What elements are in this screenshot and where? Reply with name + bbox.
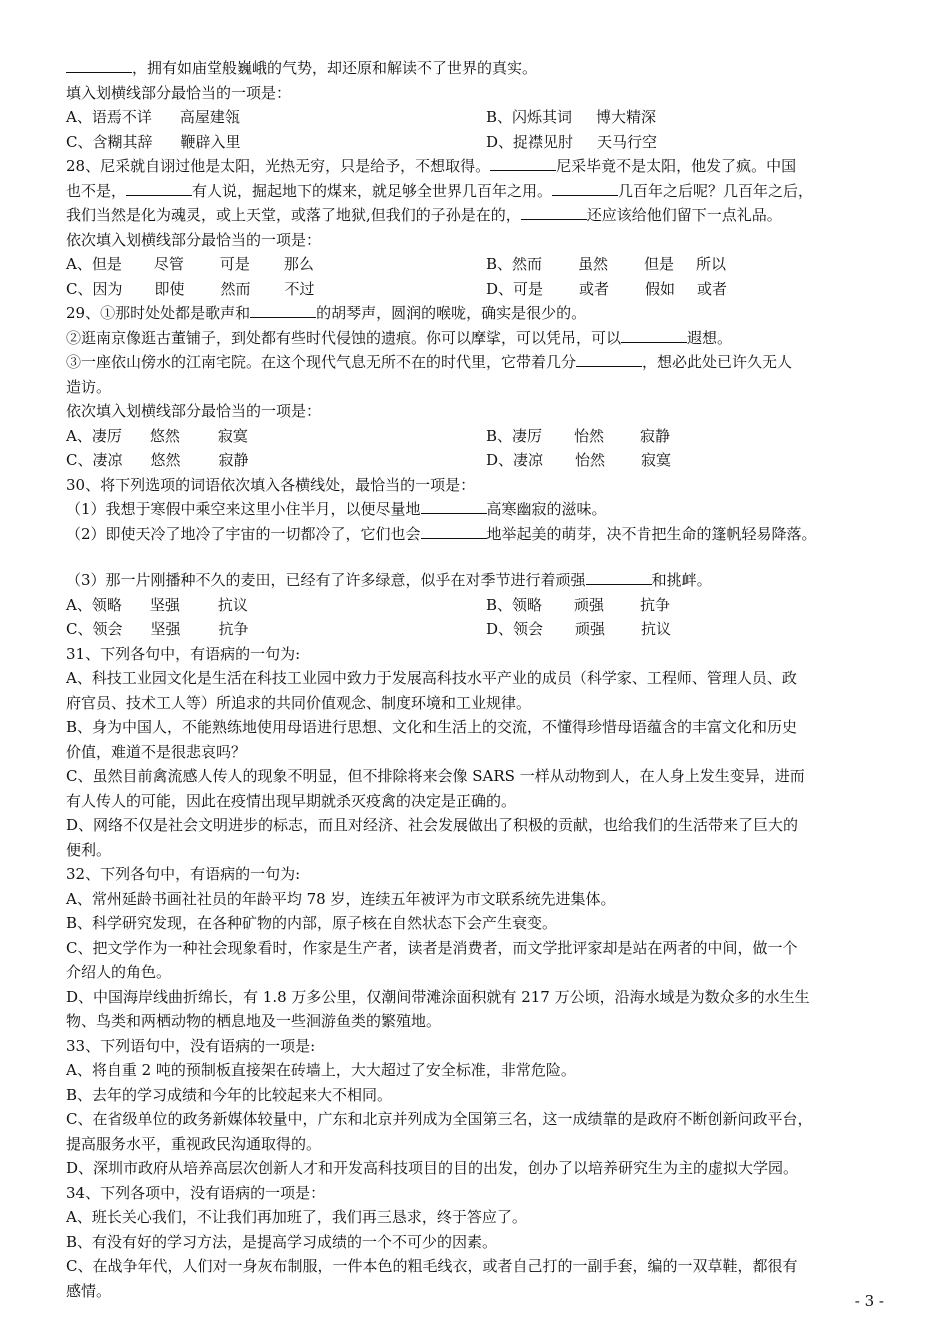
q31-option-b-cont: 价值，难道不是很悲哀吗？ [66,742,247,761]
option-c: C、领会 坚强 抗争 [66,620,249,638]
q33-option-c: C、在省级单位的政务新媒体较量中，广东和北京并列成为全国第三名，这一成绩靠的是政府不断创新问政平台， [66,1110,813,1128]
options-row [66,424,898,449]
spacer [66,546,898,568]
option-d: D、凄凉 怡然 寂寞 [486,451,672,469]
fill-blank [490,156,556,171]
q33-option-d: D、深圳市政府从培养高层次创新人才和开发高科技项目的目的出发，创办了以培养研究生为主的虚拟大学园。 [66,1159,799,1177]
option-c: C、因为 即使 然而 不过 [66,279,315,298]
q31-option-d: D、网络不仅是社会文明进步的标志，而且对经济、社会发展做出了积极的贡献，也给我们的生活带来了巨大的 [66,816,799,834]
fill-blank [421,499,487,514]
q31-option-a-cont: 府官员、技术工人等）所追求的共同价值观念、制度环境和工业规律。 [66,693,532,712]
option-a: A、领略 坚强 抗议 [66,595,248,614]
q33-option-b: B、去年的学习成绩和今年的比较起来大不相同。 [66,1085,393,1104]
fill-blank [552,181,618,196]
intro-prompt: 填入划横线部分最恰当的一项是： [66,83,292,102]
option-a: A、语焉不详 高屋建瓴 [66,108,240,126]
q29-sentence3: ③一座依山傍水的江南宅院。在这个现代气息无所不在的时代里，它带着几分 ，想必此处已许久无人 [66,353,793,371]
option-b: B、闪烁其词 博大精深 [486,108,657,126]
options-row [66,105,898,130]
q29-sentence3-cont: 造访。 [66,377,112,396]
q32-stem: 32、下列各句中，有语病的一句为: [66,865,301,883]
q34-stem: 34、下列各项中，没有语病的一项是： [66,1183,326,1202]
fill-blank [576,352,642,367]
q32-option-c-cont: 介绍人的角色。 [66,963,172,981]
q31-option-a: A、科技工业园文化是生活在科技工业园中致力于发展高科技水平产业的成员（科学家、工程师、管理人员、政 [66,669,797,687]
option-c: C、含糊其辞 鞭辟入里 [66,132,241,151]
fill-blank [126,181,192,196]
fill-blank [66,58,132,73]
option-b: B、凄厉 怡然 寂静 [486,426,671,445]
q32-option-d: D、中国海岸线曲折绵长，有 1.8 万多公里，仅潮间带滩涂面积就有 217 万公顷，沿海水域是为数众多的水生生 [66,987,810,1006]
q31-option-d-cont: 便利。 [66,840,112,859]
page-number: - 3 - [854,1292,884,1310]
q31-stem: 31、下列各句中，有语病的一句为: [66,644,301,663]
option-c: C、凄凉 悠然 寂静 [66,451,249,469]
fill-blank [521,205,587,220]
options-row [66,252,898,277]
q30-sentence3: （3）那一片刚播种不久的麦田，已经有了许多绿意，似乎在对季节进行着顽强 和挑衅。 [66,571,712,589]
option-b: B、然而 虽然 但是 所以 [486,255,727,273]
q31-option-b: B、身为中国人，不能熟练地使用母语进行思想、文化和生活上的交流，不懂得珍惜母语蕴含的丰富文化和历史 [66,718,798,736]
intro-line: ，拥有如庙堂般巍峨的气势，却还原和解读不了世界的真实。 [66,56,898,81]
q28-prompt: 依次填入划横线部分最恰当的一项是： [66,230,322,249]
options-row [66,617,898,642]
q30-sentence2: （2）即使天冷了地冷了宇宙的一切都冷了，它们也会 地举起美的萌芽，决不肯把生命的篷帆轻易降落。 [66,524,817,543]
q32-option-c: C、把文学作为一种社会现象看时，作家是生产者，读者是消费者，而文学批评家却是站在两者的中间，做一个 [66,938,798,957]
q32-option-b: B、科学研究发现，在各种矿物的内部，原子核在自然状态下会产生衰变。 [66,914,558,932]
fill-blank [586,570,652,585]
q29-sentence1: 29、①那时处处都是歌声和 的胡琴声，圆润的喉咙，确实是很少的。 [66,304,587,322]
option-d: D、捉襟见肘 天马行空 [486,132,658,151]
q29-prompt: 依次填入划横线部分最恰当的一项是： [66,402,322,420]
option-a: A、但是 尽管 可是 那么 [66,255,314,273]
q31-option-c-cont: 有人传人的可能，因此在疫情出现早期就杀灭疫禽的决定是正确的。 [66,791,517,810]
q30-sentence1: （1）我想于寒假中乘空来这里小住半月，以便尽量地 高寒幽寂的滋味。 [66,500,607,518]
q33-stem: 33、下列语句中，没有语病的一项是: [66,1036,316,1055]
option-a: A、凄厉 悠然 寂寞 [66,426,248,445]
options-row [66,130,898,155]
fill-blank [421,524,487,539]
q28-line2: 也不是， 有人说，掘起地下的煤来，就足够全世界几百年之用。 几百年之后呢？几百年之后， [66,181,814,200]
q34-option-b: B、有没有好的学习方法，是提高学习成绩的一个不可少的因素。 [66,1232,498,1251]
q34-option-a: A、班长关心我们，不让我们再加班了，我们再三恳求，终于答应了。 [66,1208,527,1226]
options-row [66,277,898,302]
q32-option-d-cont: 物、鸟类和两栖动物的栖息地及一些洄游鱼类的繁殖地。 [66,1012,442,1030]
q32-option-a: A、常州延龄书画社社员的年龄平均 78 岁，连续五年被评为市文联系统先进集体。 [66,889,616,908]
options-row [66,448,898,473]
q30-stem: 30、将下列选项的词语依次填入各横线处，最恰当的一项是： [66,475,476,494]
q31-option-c: C、虽然目前禽流感人传人的现象不明显，但不排除将来会像 SARS 一样从动物到人，在人身上发生变异，进而 [66,767,805,785]
q33-option-c-cont: 提高服务水平，重视政民沟通取得的。 [66,1134,322,1153]
q28-line1: 28、尼采就自诩过他是太阳，光热无穷，只是给予，不想取得。 尼采毕竟不是太阳，他发了疯。中国 [66,157,797,175]
fill-blank [621,328,687,343]
q28-line3: 我们当然是化为魂灵，或上天堂，或落了地狱,但我们的子孙是在的， 还应该给他们留下一点礼品。 [66,206,782,224]
exam-page [66,56,898,1303]
q29-sentence2: ②逛南京像逛古董铺子，到处都有些时代侵蚀的遗痕。你可以摩挲，可以凭吊，可以 遐想。 [66,328,733,347]
options-row [66,593,898,618]
option-d: D、领会 顽强 抗议 [486,620,672,638]
fill-blank [250,303,316,318]
option-d: D、可是 或者 假如 或者 [486,279,728,298]
q34-option-c: C、在战争年代，人们对一身灰布制服，一件本色的粗毛线衣，或者自己打的一副手套，编的一双草鞋，都很有 [66,1257,798,1275]
option-b: B、领略 顽强 抗争 [486,595,671,614]
q34-option-c-cont: 感情。 [66,1281,112,1300]
q33-option-a: A、将自重 2 吨的预制板直接架在砖墙上，大大超过了安全标准，非常危险。 [66,1061,576,1079]
